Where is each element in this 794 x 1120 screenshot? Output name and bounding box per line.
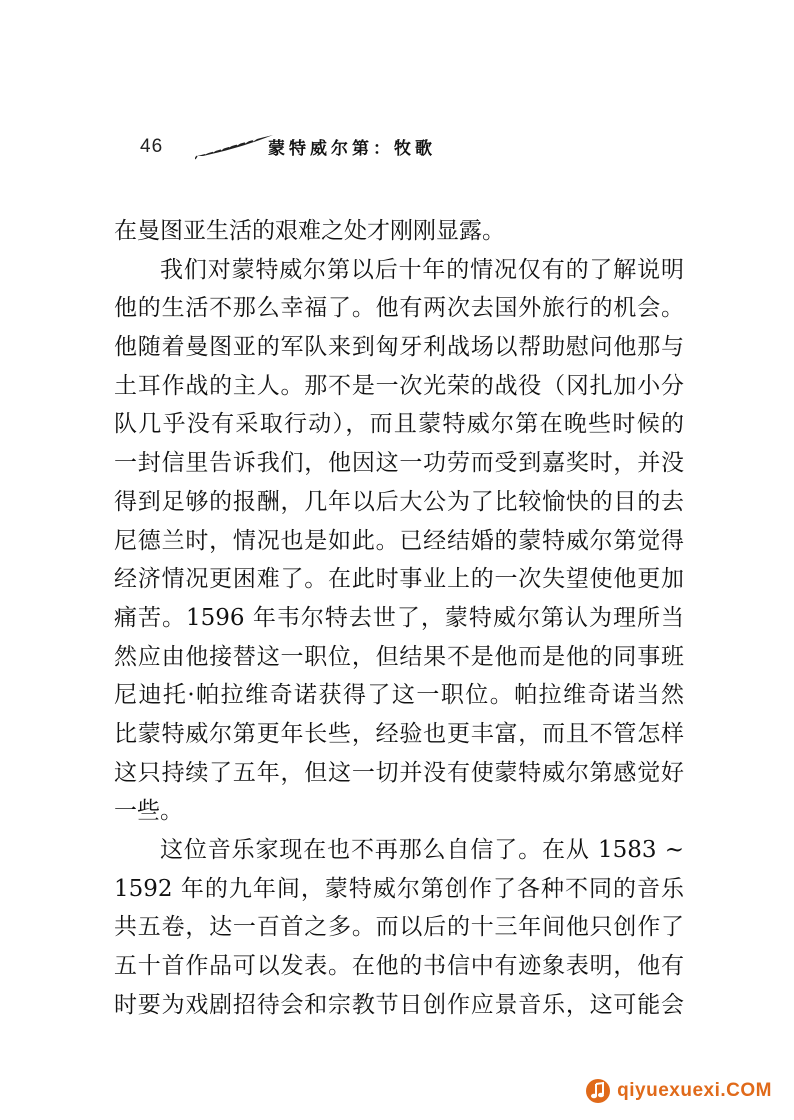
text-line: 队几乎没有采取行动），而且蒙特威尔第在晚些时候的 xyxy=(114,411,684,438)
text-line: 痛苦。1596 年韦尔特去世了，蒙特威尔第认为理所当 xyxy=(114,604,684,631)
text-line: 这位音乐家现在也不再那么自信了。在从 1583 ~ xyxy=(160,837,684,863)
text-line: 我们对蒙特威尔第以后十年的情况仅有的了解说明 xyxy=(160,256,684,283)
text-line: 土耳作战的主人。那不是一次光荣的战役（冈扎加小分 xyxy=(114,372,684,399)
page-header xyxy=(140,128,680,168)
text-line: 然应由他接替这一职位，但结果不是他而是他的同事班 xyxy=(114,643,684,670)
text-line: 得到足够的报酬，几年以后大公为了比较愉快的目的去 xyxy=(114,488,684,515)
text-line: 五十首作品可以发表。在他的书信中有迹象表明，他有 xyxy=(114,953,684,980)
text-line: 他随着曼图亚的军队来到匈牙利战场以帮助慰问他那与 xyxy=(114,334,684,361)
text-line: 在曼图亚生活的艰难之处才刚刚显露。 xyxy=(114,218,505,244)
text-line: 尼迪托·帕拉维奇诺获得了这一职位。帕拉维奇诺当然 xyxy=(114,682,684,709)
text-line: 这只持续了五年，但这一切并没有使蒙特威尔第感觉好 xyxy=(114,759,684,786)
text-line: 1592 年的九年间，蒙特威尔第创作了各种不同的音乐 xyxy=(114,875,684,902)
music-note-logo-icon xyxy=(585,1078,611,1104)
running-title: 蒙特威尔第：牧歌 xyxy=(268,139,436,159)
site-watermark xyxy=(585,1074,772,1108)
watermark-text: qiyuexuexi.COM xyxy=(617,1080,772,1101)
text-line: 一封信里告诉我们，他因这一功劳而受到嘉奖时，并没 xyxy=(114,450,684,477)
text-line: 他的生活不那么幸福了。他有两次去国外旅行的机会。 xyxy=(114,295,684,322)
text-line: 一些。 xyxy=(114,798,183,825)
page-number: 46 xyxy=(140,136,164,157)
text-line: 比蒙特威尔第更年长些，经验也更丰富，而且不管怎样 xyxy=(114,720,684,747)
text-line: 共五卷，达一百首之多。而以后的十三年间他只创作了 xyxy=(114,914,684,941)
text-line: 时要为戏剧招待会和宗教节日创作应景音乐，这可能会 xyxy=(114,991,684,1018)
text-line: 经济情况更困难了。在此时事业上的一次失望使他更加 xyxy=(114,566,684,593)
text-line: 尼德兰时，情况也是如此。已经结婚的蒙特威尔第觉得 xyxy=(114,527,684,554)
feather-quill-icon xyxy=(195,132,275,160)
body-text xyxy=(114,212,684,1024)
